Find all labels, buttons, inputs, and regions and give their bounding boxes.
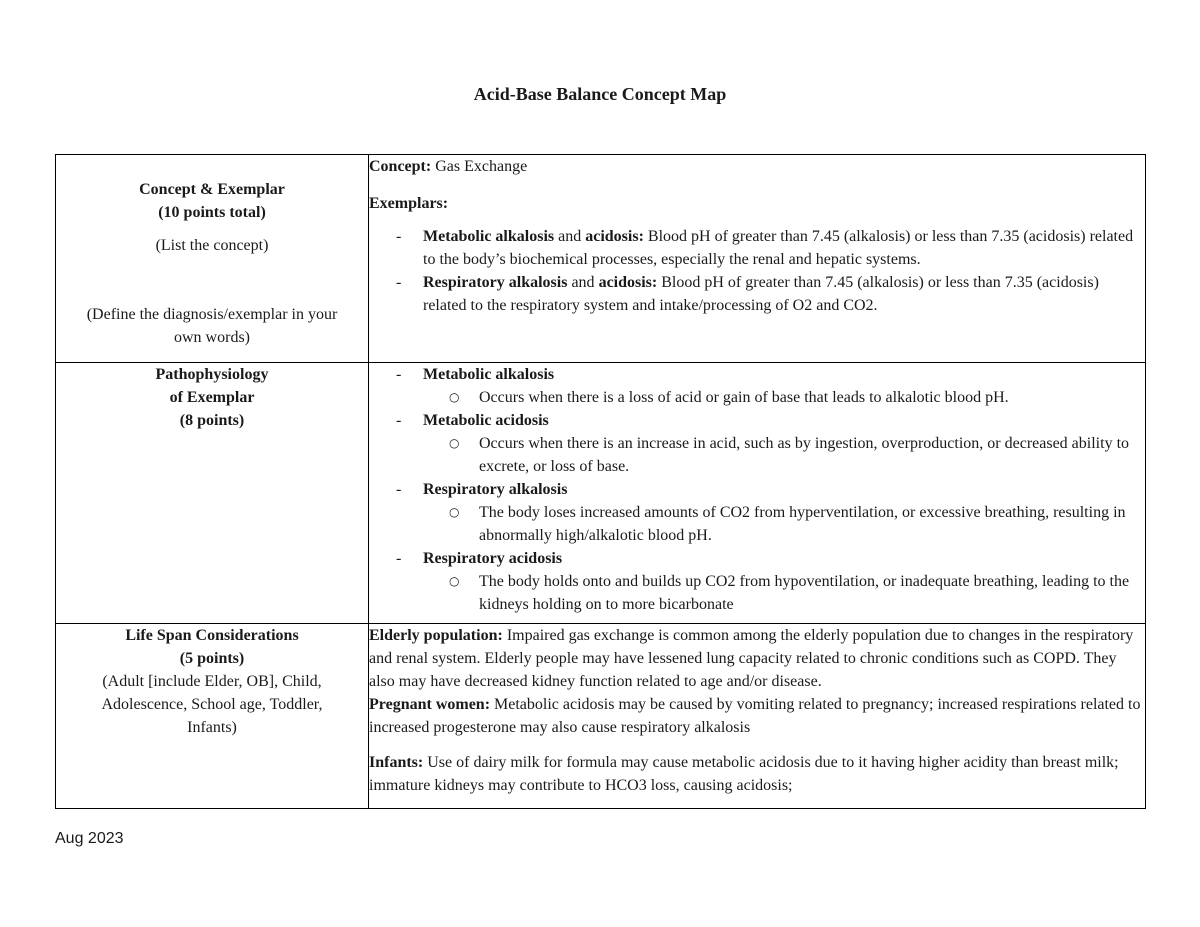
concept-exemplar-label-cell	[56, 155, 369, 363]
infants-label: Infants:	[369, 754, 424, 771]
concept-exemplar-points: (10 points total)	[158, 204, 266, 221]
exemplar-definition: Blood pH of greater than 7.45 (alkalosis) or less than 7.35 (acidosis) related to the body’s biochemical processes, especially the renal and hepatic systems.	[423, 228, 1134, 268]
elderly-label: Elderly population:	[369, 627, 503, 644]
sub-list-item	[423, 570, 1145, 616]
list-item	[369, 271, 1145, 317]
circle-bullet: ○	[449, 574, 460, 588]
row-pathophysiology	[56, 363, 1146, 624]
concept-map-table	[55, 154, 1146, 809]
pregnant-paragraph	[369, 693, 1145, 739]
pathophysiology-points: (8 points)	[179, 412, 245, 429]
exemplar-connector: and	[554, 228, 586, 245]
list-item	[369, 409, 1145, 478]
pregnant-label: Pregnant women:	[369, 696, 491, 713]
life-span-instruction-line3: Infants)	[187, 719, 237, 736]
pathophysiology-detail: The body holds onto and builds up CO2 from hypoventilation, or inadequate breathing, leading to the kidneys holding on to more bicarbonate	[479, 573, 1130, 613]
sub-list-item	[423, 501, 1145, 547]
life-span-content-cell	[369, 624, 1146, 809]
circle-bullet: ○	[449, 505, 460, 519]
pathophysiology-subheading: of Exemplar	[169, 389, 255, 406]
sub-list-item	[423, 432, 1145, 478]
sub-list	[423, 432, 1145, 478]
footer-date: Aug 2023	[55, 830, 124, 847]
pathophysiology-detail: Occurs when there is a loss of acid or gain of base that leads to alkalotic blood pH.	[479, 389, 1009, 406]
pathophysiology-list	[369, 363, 1145, 616]
circle-bullet: ○	[449, 436, 460, 450]
dash-bullet: -	[396, 228, 402, 245]
sub-list-item	[423, 386, 1145, 409]
pathophysiology-detail: Occurs when there is an increase in acid, such as by ingestion, overproduction, or decreased ability to excrete, or loss of base.	[479, 435, 1130, 475]
list-item	[369, 547, 1145, 616]
pregnant-text: Metabolic acidosis may be caused by vomiting related to pregnancy; increased respirations related to increased progesterone may also cause respiratory alkalosis	[369, 696, 1141, 736]
pathophysiology-heading: Pathophysiology	[155, 366, 269, 383]
exemplar-term: Respiratory alkalosis	[423, 274, 568, 291]
life-span-instruction-line1: (Adult [include Elder, OB], Child,	[102, 673, 322, 690]
exemplar-term: acidosis:	[598, 274, 658, 291]
row-concept-exemplar	[56, 155, 1146, 363]
list-item	[369, 225, 1145, 271]
list-item	[369, 363, 1145, 409]
pathophysiology-term: Respiratory acidosis	[423, 550, 563, 567]
list-concept-instruction: (List the concept)	[155, 237, 269, 254]
dash-bullet: -	[396, 550, 402, 567]
exemplar-list	[369, 225, 1145, 317]
circle-bullet: ○	[449, 390, 460, 404]
life-span-heading: Life Span Considerations	[125, 627, 299, 644]
dash-bullet: -	[396, 412, 402, 429]
life-span-instruction-line2: Adolescence, School age, Toddler,	[101, 696, 323, 713]
infants-text: Use of dairy milk for formula may cause metabolic acidosis due to it having higher acidity than breast milk; immature kidneys may contribute to HCO3 loss, causing acidosis;	[369, 754, 1119, 794]
exemplar-term: Metabolic alkalosis	[423, 228, 555, 245]
sub-list	[423, 570, 1145, 616]
exemplar-connector: and	[567, 274, 599, 291]
elderly-text: Impaired gas exchange is common among the elderly population due to changes in the respiratory and renal system. Elderly people may have lessened lung capacity related to chronic conditions such as COPD. They also may have decreased kidney function related to age and/or disease.	[369, 627, 1134, 690]
dash-bullet: -	[396, 274, 402, 291]
concept-exemplar-content-cell	[369, 155, 1146, 363]
exemplars-label: Exemplars:	[369, 195, 449, 212]
define-instruction-line1: (Define the diagnosis/exemplar in your	[86, 306, 338, 323]
row-life-span	[56, 624, 1146, 809]
elderly-paragraph	[369, 624, 1145, 693]
concept-label: Concept:	[369, 158, 432, 175]
pathophysiology-label-cell	[56, 363, 369, 624]
pathophysiology-term: Metabolic alkalosis	[423, 366, 555, 383]
document-title: Acid-Base Balance Concept Map	[473, 84, 727, 104]
exemplar-term: acidosis:	[585, 228, 644, 245]
pathophysiology-detail: The body loses increased amounts of CO2 from hyperventilation, or excessive breathing, resulting in abnormally high/alkalotic blood pH.	[479, 504, 1126, 544]
pathophysiology-content-cell	[369, 363, 1146, 624]
dash-bullet: -	[396, 366, 402, 383]
dash-bullet: -	[396, 481, 402, 498]
exemplar-definition: Blood pH of greater than 7.45 (alkalosis) or less than 7.35 (acidosis) related to the respiratory system and intake/processing of O2 and CO2.	[423, 274, 1099, 314]
define-instruction-line2: own words)	[174, 329, 250, 346]
sub-list	[423, 386, 1145, 409]
sub-list	[423, 501, 1145, 547]
life-span-points: (5 points)	[179, 650, 245, 667]
concept-line	[369, 155, 1145, 178]
pathophysiology-term: Metabolic acidosis	[423, 412, 549, 429]
pathophysiology-term: Respiratory alkalosis	[423, 481, 568, 498]
list-item	[369, 478, 1145, 547]
infants-paragraph	[369, 751, 1145, 797]
concept-value: Gas Exchange	[431, 158, 528, 175]
concept-exemplar-heading: Concept & Exemplar	[139, 181, 285, 198]
life-span-label-cell	[56, 624, 369, 809]
